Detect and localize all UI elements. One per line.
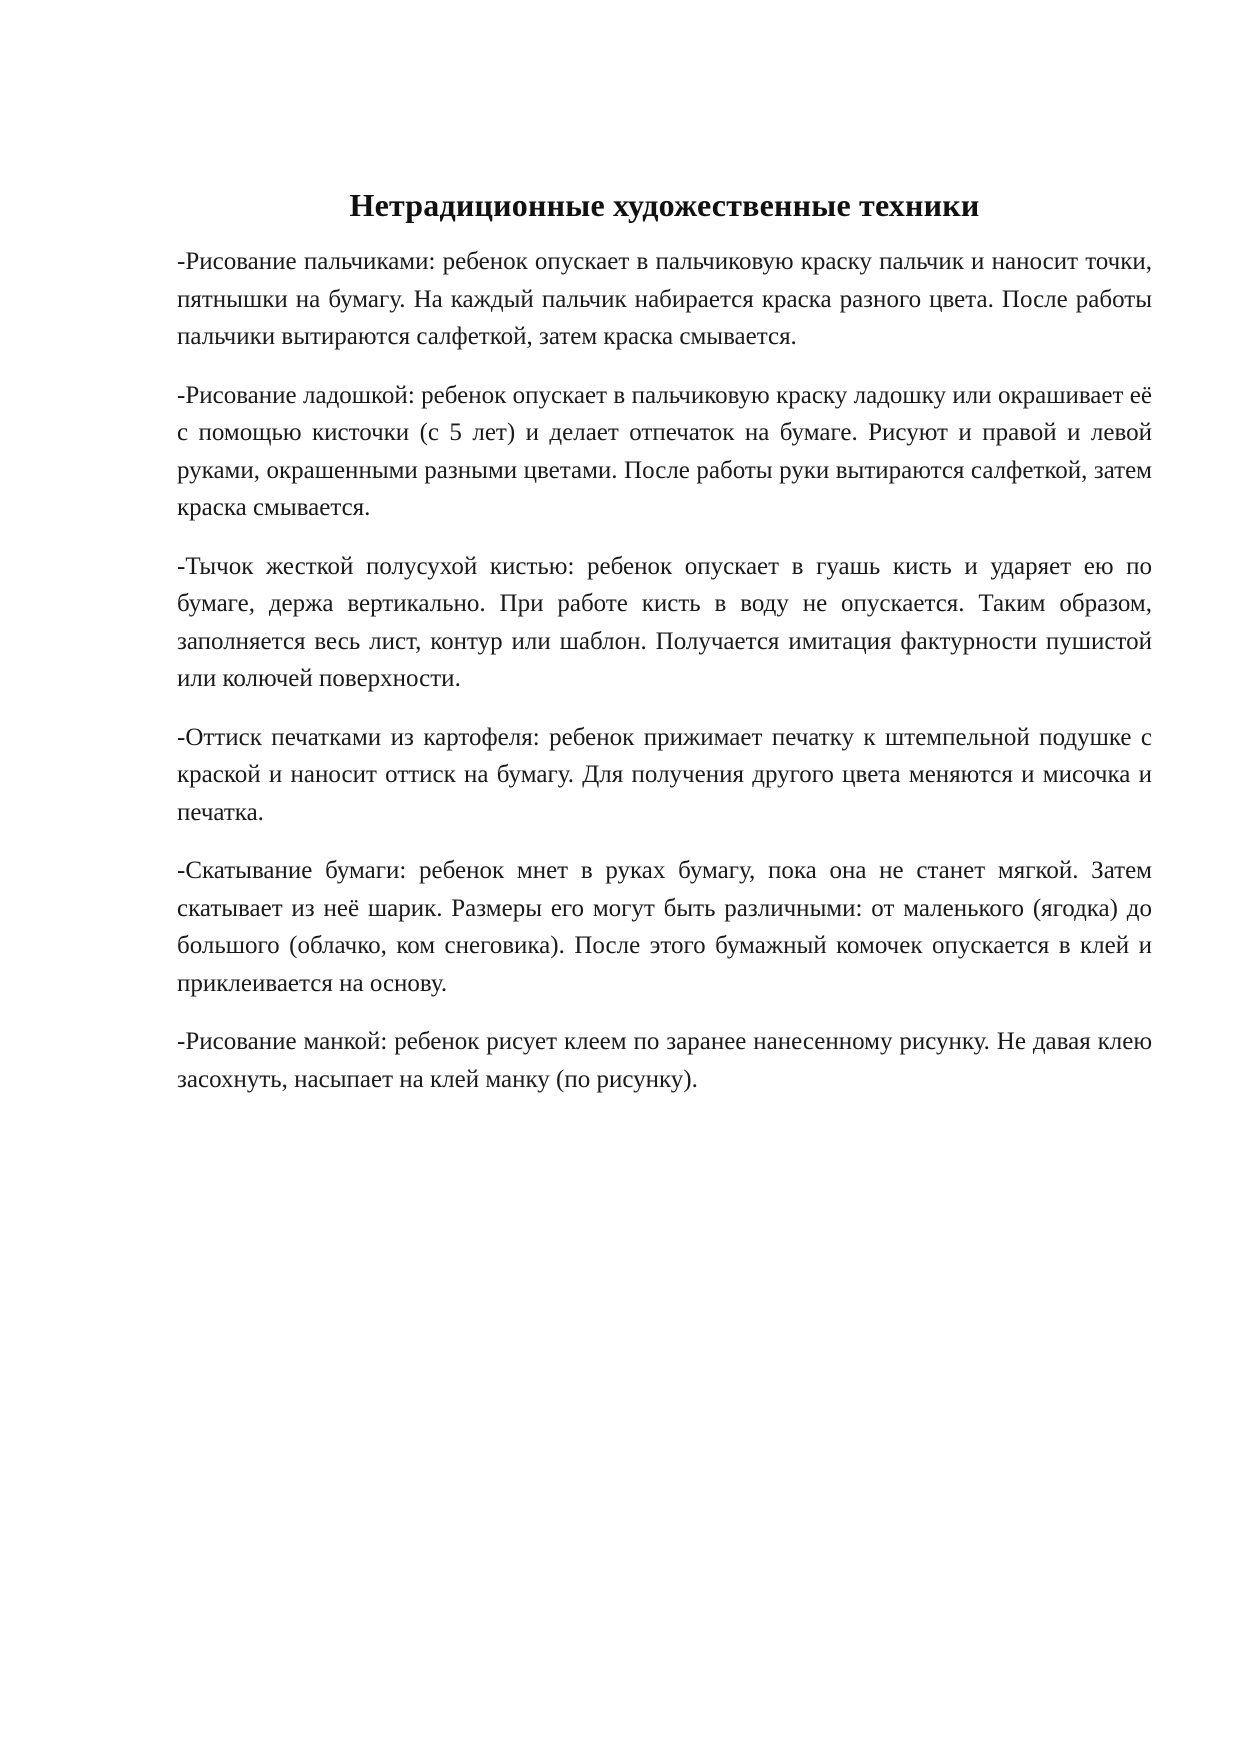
paragraph-semolina-drawing: -Рисование манкой: ребенок рисует клеем по заранее нанесенному рисунку. Не давая клею засохнуть, насыпает на клей манку (по рисунку). <box>177 1028 1152 1093</box>
paragraph-potato-stamps: -Оттиск печатками из картофеля: ребенок прижимает печатку к штемпельной подушке с краской и наносит оттиск на бумагу. Для получения другого цвета меняются и мисочка и печатка. <box>177 723 1152 826</box>
paragraph-finger-painting: -Рисование пальчиками: ребенок опускает в пальчиковую краску пальчик и наносит точки, пятнышки на бумагу. На каждый пальчик набирается краска разного цвета. После работы пальчики вытираются салфеткой, затем краска смывается. <box>177 248 1152 350</box>
document-title: Нетрадиционные художественные техники <box>349 187 980 223</box>
paragraph-dry-brush-poke: -Тычок жесткой полусухой кистью: ребенок опускает в гуашь кисть и ударяет ею по бумаге, держа вертикально. При работе кисть в воду не опускается. Таким образом, заполняется весь лист, контур или шаблон. Получается имитация фактурности пушистой или колючей поверхности. <box>177 552 1152 692</box>
document-content <box>177 185 1152 1119</box>
paragraph-palm-painting: -Рисование ладошкой: ребенок опускает в пальчиковую краску ладошку или окрашивает её с помощью кисточки (с 5 лет) и делает отпечаток на бумаге. Рисуют и правой и левой руками, окрашенными разными цветами. После работы руки вытираются салфеткой, затем краска смывается. <box>177 381 1152 521</box>
paragraph-paper-rolling: -Скатывание бумаги: ребенок мнет в руках бумагу, пока она не станет мягкой. Затем скатывает из неё шарик. Размеры его могут быть различными: от маленького (ягодка) до большого (облачко, ком снеговика). После этого бумажный комочек опускается в клей и приклеивается на основу. <box>177 857 1152 997</box>
